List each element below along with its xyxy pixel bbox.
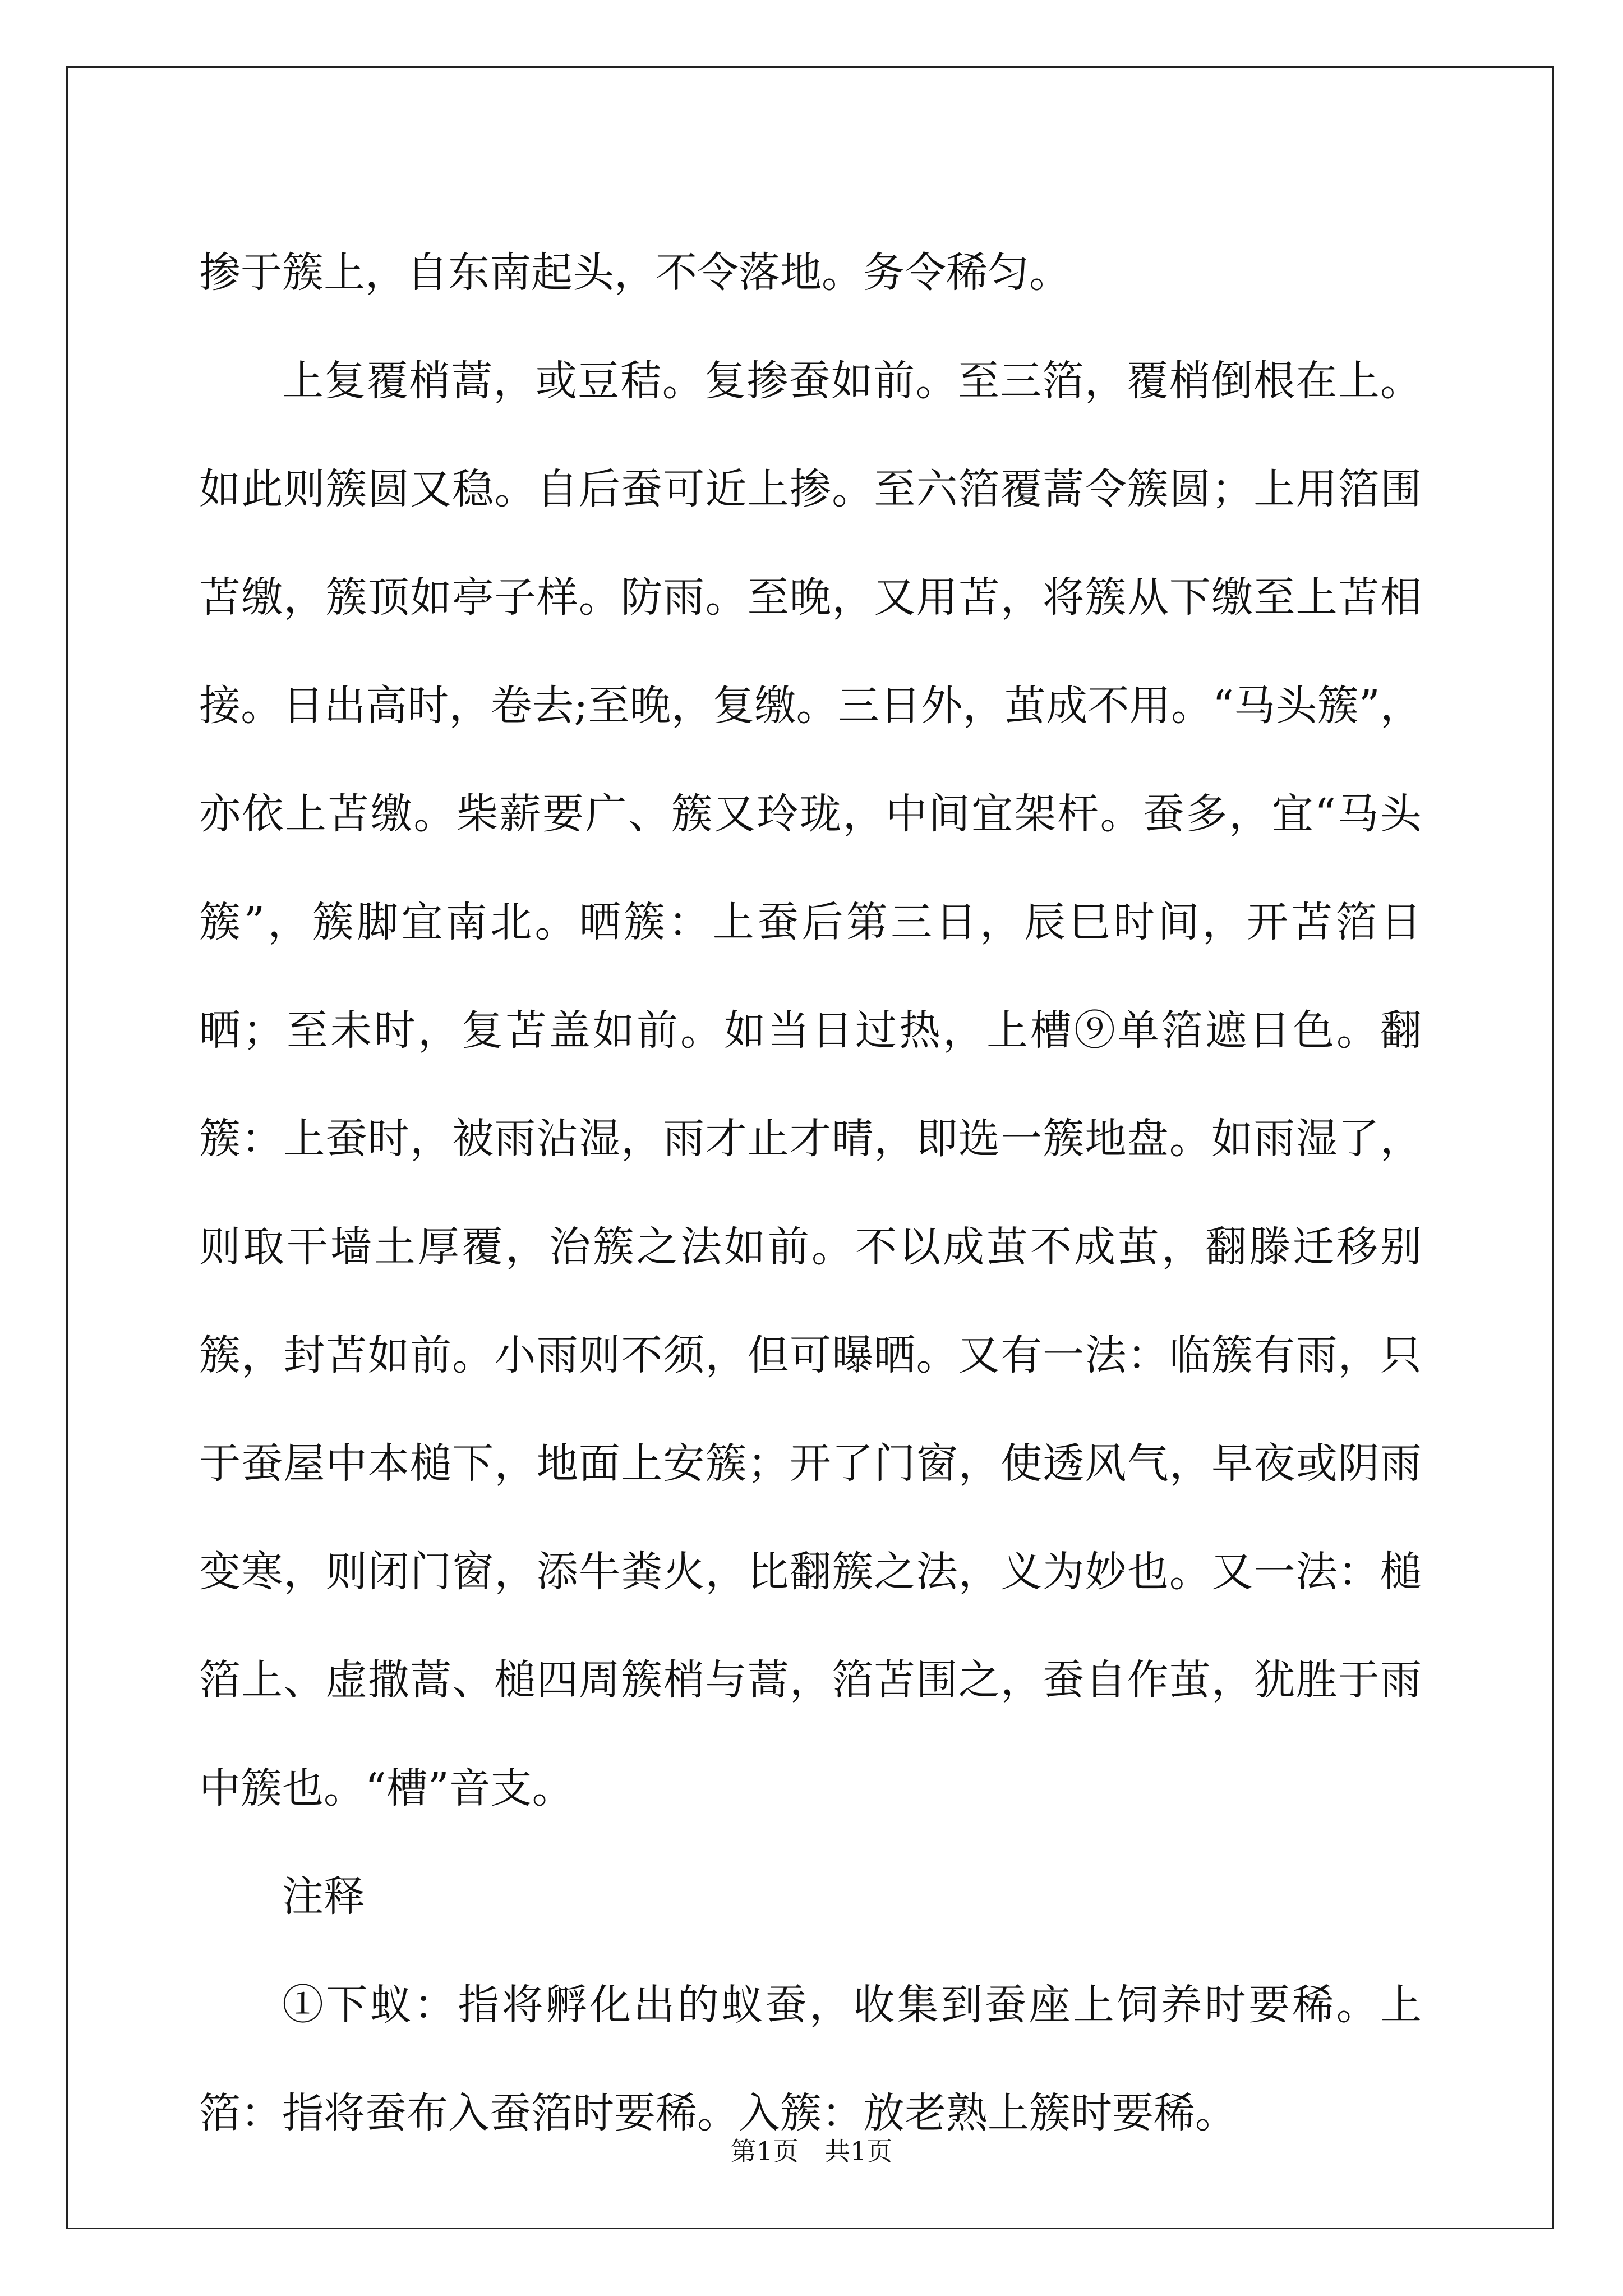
notes-heading: 注释 — [282, 1872, 365, 1921]
paragraph-1: 掺于簇上，自东南起头，不令落地。务令稀匀。 — [199, 249, 1071, 297]
page-number: 第1页 — [730, 2136, 799, 2166]
paragraph-2: 上复覆梢蒿，或豆秸。复掺蚕如前。至三箔，覆梢倒根在上。如此则簇圆又稳。自后蚕可近上掺。至六箔覆蒿令簇圆；上用箔围苫缴，簇顶如亭子样。防雨。至晚，又用苫，将簇从下缴至上苫相接。日出高时，卷去;至晚，复缴。三日外，茧成不用。“马头簇”，亦依上苫缴。柴薪要广、簇又玲珑，中间宜架杆。蚕多，宜“马头簇”，簇脚宜南北。晒簇：上蚕后第三日，辰巳时间，开苫箔日晒；至未时，复苫盖如前。如当日过热，上槽⑨单箔遮日色。翻簇：上蚕时，被雨沾湿，雨才止才晴，即选一簇地盘。如雨湿了，则取干墙土厚覆，治簇之法如前。不以成茧不成茧，翻滕迁移别簇，封苫如前。小雨则不须，但可曝晒。又有一法：临簇有雨，只于蚕屋中本槌下，地面上安簇；开了门窗，使透风气，早夜或阴雨变寒，则闭门窗，添牛粪火，比翻簇之法，义为妙也。又一法：槌箔上、虚撒蒿、槌四周簇梢与蒿，箔苫围之，蚕自作茧，犹胜于雨中簇也。“槽”音支。 — [199, 357, 1422, 1812]
note-1: ①下蚁：指将孵化出的蚁蚕，收集到蚕座上饲养时要稀。上箔：指将蚕布入蚕箔时要稀。入簇：放老熟上簇时要稀。 — [199, 1981, 1422, 2137]
page-footer — [0, 2134, 1623, 2168]
document-body — [199, 219, 1422, 2168]
page-count: 共1页 — [824, 2136, 893, 2166]
